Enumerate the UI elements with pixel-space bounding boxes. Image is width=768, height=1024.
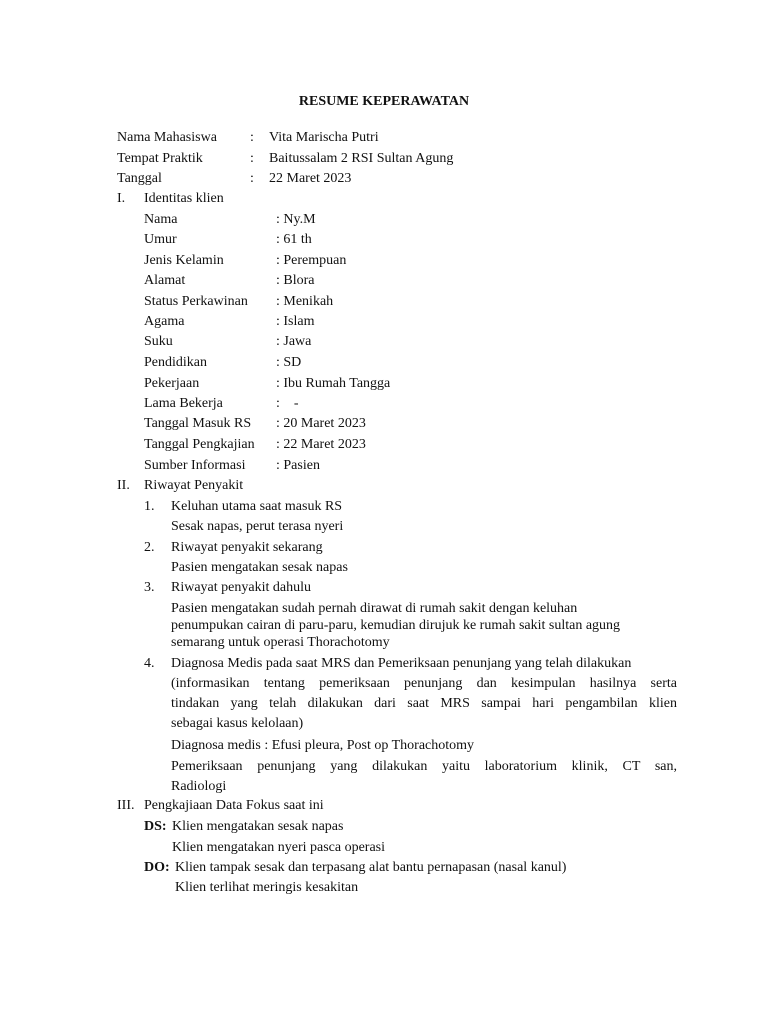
header-colon: : xyxy=(250,130,254,145)
do-text: Klien tampak sesak dan terpasang alat bantu pernapasan (nasal kanul) xyxy=(175,860,567,875)
section-heading-identitas: Identitas klien xyxy=(144,191,224,206)
list-item-text: Pasien mengatakan sesak napas xyxy=(171,560,348,575)
identity-label: Alamat xyxy=(144,273,186,288)
header-value-tanggal: 22 Maret 2023 xyxy=(269,171,352,186)
list-item-heading: Keluhan utama saat masuk RS xyxy=(171,499,343,514)
list-item-text: Pasien mengatakan sudah pernah dirawat di rumah sakit dengan keluhan xyxy=(171,601,578,616)
section-heading-pengkajian: Pengkajiaan Data Fokus saat ini xyxy=(144,798,324,813)
identity-value: : - xyxy=(276,396,299,411)
section-number: II. xyxy=(117,478,130,493)
document-title: RESUME KEPERAWATAN xyxy=(298,94,470,109)
identity-value: : Perempuan xyxy=(276,253,347,268)
header-label-tanggal: Tanggal xyxy=(117,171,162,186)
identity-label: Umur xyxy=(144,232,177,247)
do-label: DO: xyxy=(144,860,170,875)
list-item-text: semarang untuk operasi Thorachotomy xyxy=(171,635,390,650)
identity-value: : Jawa xyxy=(276,334,312,349)
identity-label: Tanggal Pengkajian xyxy=(144,437,255,452)
list-item-number: 4. xyxy=(144,656,155,671)
header-colon: : xyxy=(250,151,254,166)
identity-label: Pekerjaan xyxy=(144,376,200,391)
list-item-number: 3. xyxy=(144,580,155,595)
section-number: I. xyxy=(117,191,126,206)
list-item-number: 1. xyxy=(144,499,155,514)
identity-label: Pendidikan xyxy=(144,355,207,370)
identity-value: : Islam xyxy=(276,314,315,329)
header-value-nama-mahasiswa: Vita Marischa Putri xyxy=(269,130,379,145)
identity-label: Sumber Informasi xyxy=(144,458,246,473)
header-label-nama-mahasiswa: Nama Mahasiswa xyxy=(117,130,217,145)
do-text: Klien terlihat meringis kesakitan xyxy=(175,880,359,895)
list-item-heading: Riwayat penyakit sekarang xyxy=(171,540,323,555)
identity-value: : 22 Maret 2023 xyxy=(276,437,366,452)
header-value-tempat-praktik: Baitussalam 2 RSI Sultan Agung xyxy=(269,151,454,166)
identity-label: Suku xyxy=(144,334,173,349)
header-colon: : xyxy=(250,171,254,186)
list-item-text: Diagnosa medis : Efusi pleura, Post op Thorachotomy xyxy=(171,738,475,753)
identity-value: : Ny.M xyxy=(276,212,316,227)
ds-text: Klien mengatakan nyeri pasca operasi xyxy=(172,840,386,855)
header-label-tempat-praktik: Tempat Praktik xyxy=(117,151,203,166)
identity-value: : 20 Maret 2023 xyxy=(276,416,366,431)
list-item-text: Pemeriksaan penunjang yang dilakukan yaitu laboratorium klinik, CT san, xyxy=(171,759,677,774)
identity-label: Tanggal Masuk RS xyxy=(144,416,252,431)
list-item-text: penumpukan cairan di paru-paru, kemudian dirujuk ke rumah sakit sultan agung xyxy=(171,618,621,633)
list-item-heading: Riwayat penyakit dahulu xyxy=(171,580,311,595)
list-item-text: sebagai kasus kelolaan) xyxy=(171,716,304,731)
list-item-number: 2. xyxy=(144,540,155,555)
identity-label: Nama xyxy=(144,212,178,227)
list-item-text: (informasikan tentang pemeriksaan penunjang dan kesimpulan hasilnya serta xyxy=(171,676,677,691)
section-heading-riwayat: Riwayat Penyakit xyxy=(144,478,244,493)
list-item-heading: Diagnosa Medis pada saat MRS dan Pemeriksaan penunjang yang telah dilakukan xyxy=(171,656,632,671)
ds-label: DS: xyxy=(144,819,167,834)
section-number: III. xyxy=(117,798,135,813)
identity-value: : Ibu Rumah Tangga xyxy=(276,376,391,391)
identity-value: : Menikah xyxy=(276,294,334,309)
ds-text: Klien mengatakan sesak napas xyxy=(172,819,344,834)
list-item-text: tindakan yang telah dilakukan dari saat MRS sampai hari pengambilan klien xyxy=(171,696,677,711)
identity-value: : 61 th xyxy=(276,232,312,247)
identity-label: Jenis Kelamin xyxy=(144,253,224,268)
list-item-text: Radiologi xyxy=(171,779,227,794)
identity-label: Agama xyxy=(144,314,185,329)
identity-value: : Pasien xyxy=(276,458,320,473)
identity-value: : SD xyxy=(276,355,302,370)
identity-label: Status Perkawinan xyxy=(144,294,248,309)
identity-value: : Blora xyxy=(276,273,315,288)
identity-label: Lama Bekerja xyxy=(144,396,223,411)
list-item-text: Sesak napas, perut terasa nyeri xyxy=(171,519,344,534)
